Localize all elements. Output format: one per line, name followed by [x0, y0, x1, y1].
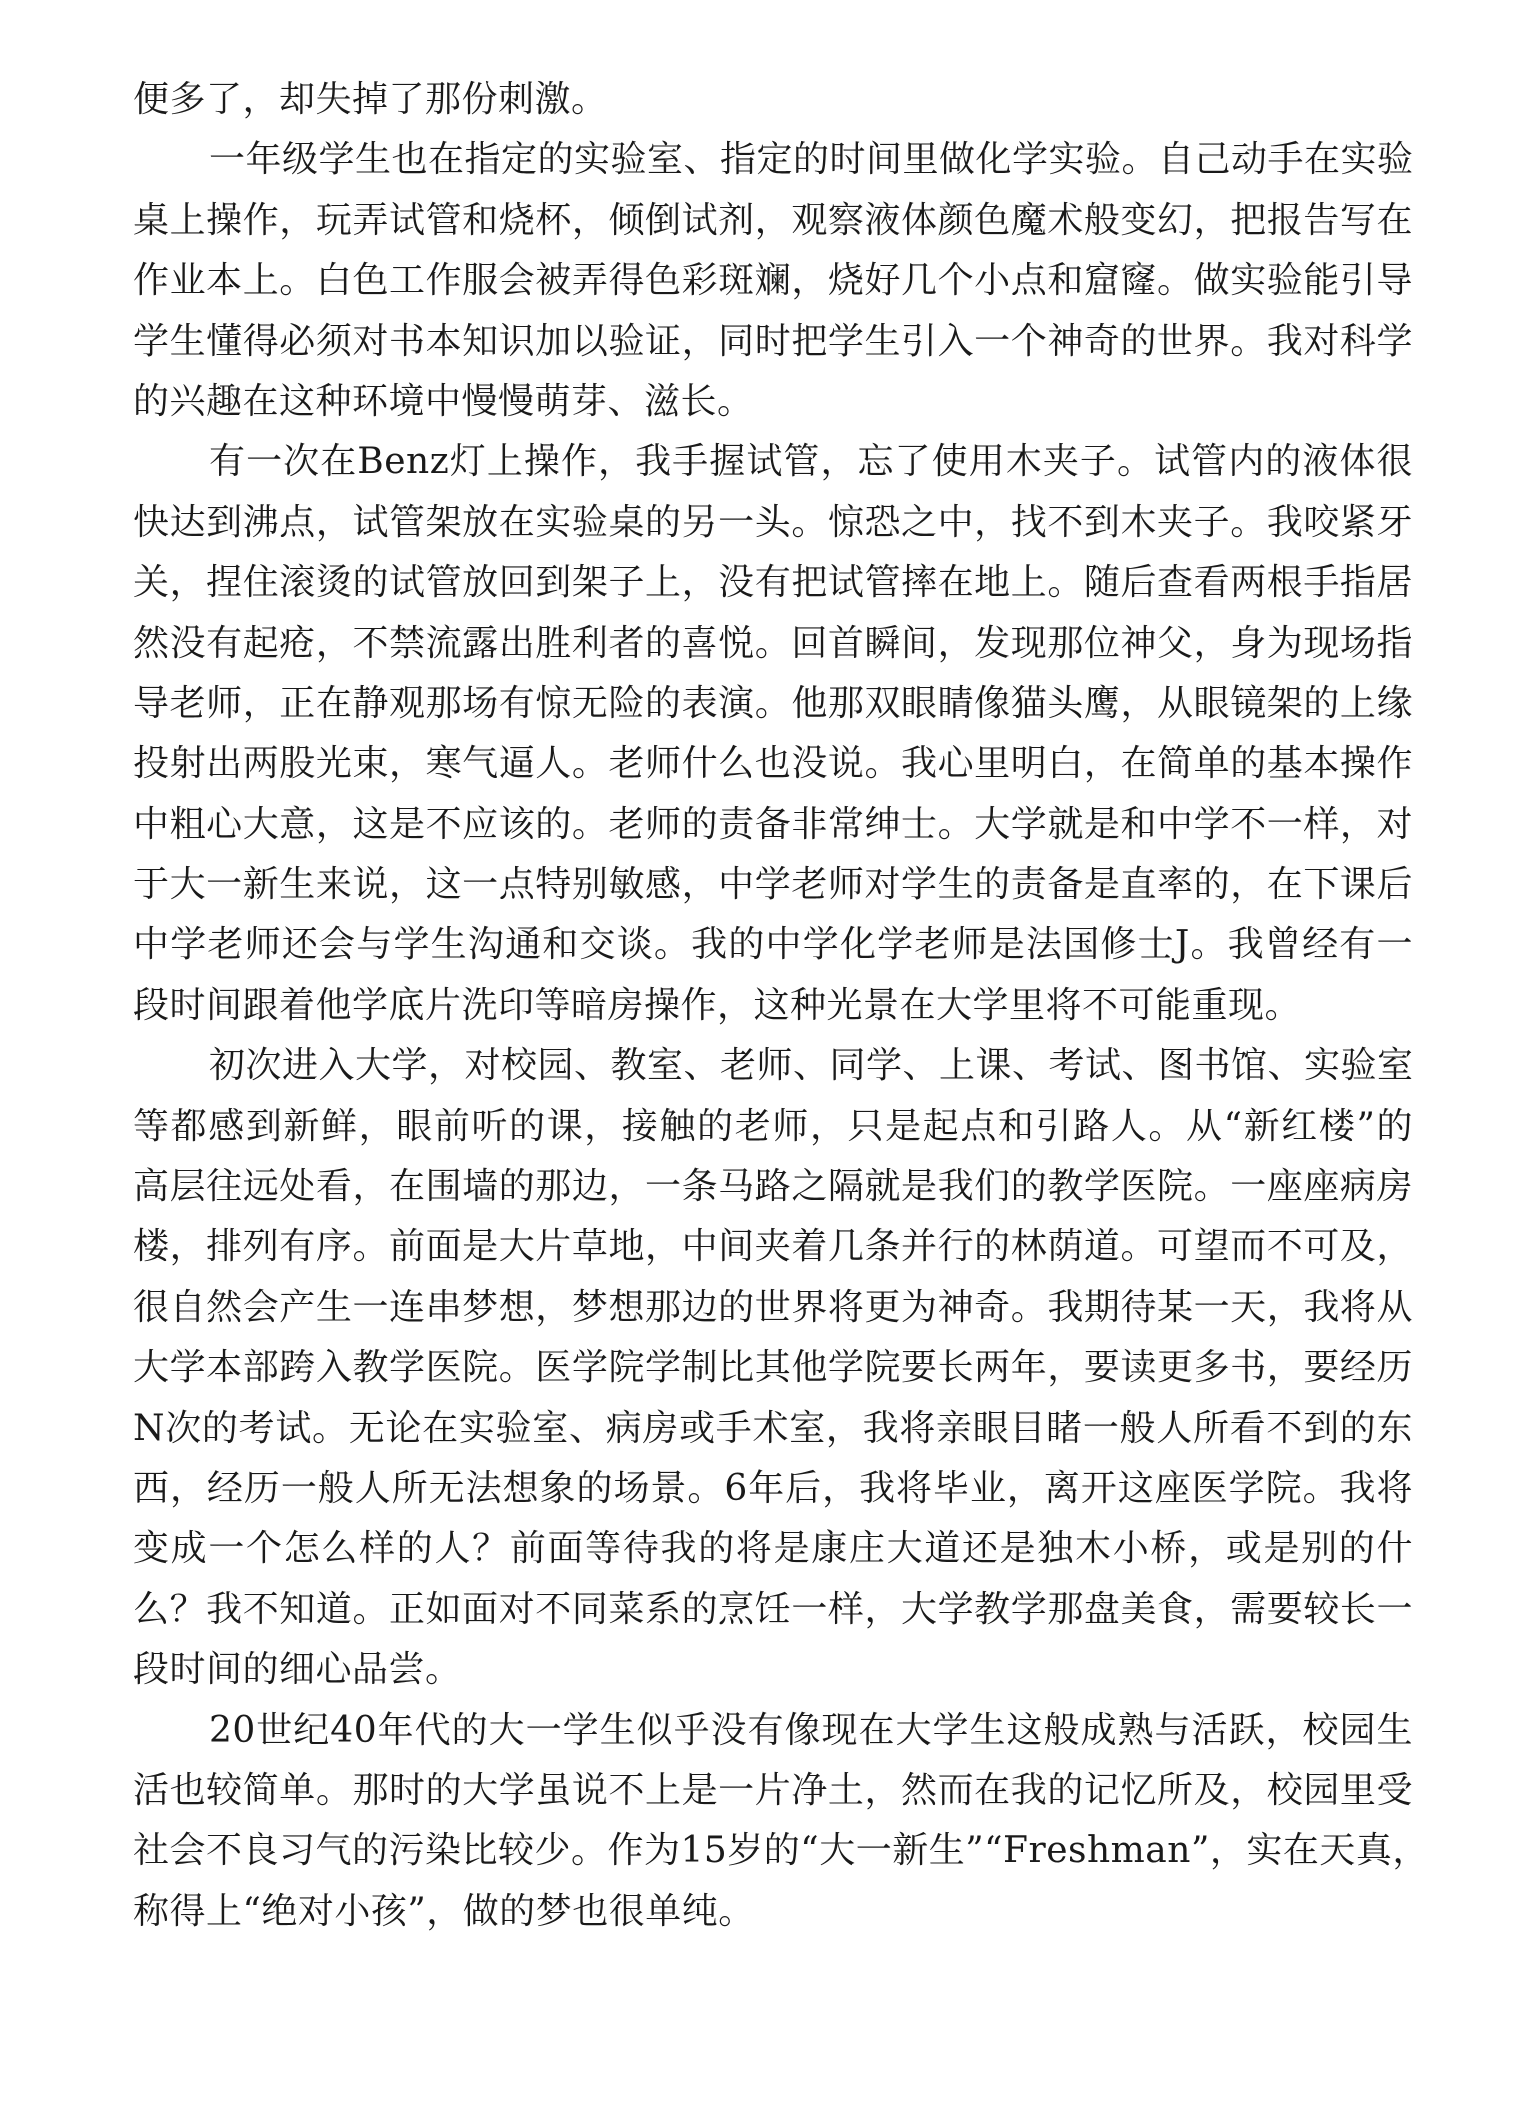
text-line: 桌上操作，玩弄试管和烧杯，倾倒试剂，观察液体颜色魔术般变幻，把报告写在	[133, 199, 1413, 241]
paragraph	[133, 70, 1413, 130]
text-line: 大学本部跨入教学医院。医学院学制比其他学院要长两年，要读更多书，要经历	[133, 1347, 1413, 1389]
paragraph	[133, 1701, 1429, 1943]
text-line: 于大一新生来说，这一点特别敏感，中学老师对学生的责备是直率的，在下课后	[133, 864, 1413, 906]
text-line: 的兴趣在这种环境中慢慢萌芽、滋长。	[133, 380, 754, 422]
text-line: 变成一个怎么样的人？前面等待我的将是康庄大道还是独木小桥，或是别的什	[133, 1528, 1413, 1570]
text-line: 社会不良习气的污染比较少。作为15岁的“大一新生”“Freshman”，实在天真，	[133, 1830, 1429, 1872]
text-line: 等都感到新鲜，眼前听的课，接触的老师，只是起点和引路人。从“新红楼”的	[133, 1105, 1413, 1147]
text-line: 楼，排列有序。前面是大片草地，中间夹着几条并行的林荫道。可望而不可及，	[133, 1226, 1413, 1268]
text-line: 作业本上。白色工作服会被弄得色彩斑斓，烧好几个小点和窟窿。做实验能引导	[133, 260, 1413, 302]
text-line: 便多了，却失掉了那份刺激。	[133, 79, 608, 120]
text-line: 段时间的细心品尝。	[133, 1649, 462, 1691]
paragraph	[133, 130, 1413, 432]
text-line: 活也较简单。那时的大学虽说不上是一片净土，然而在我的记忆所及，校园里受	[133, 1769, 1413, 1811]
text-line: 高层往远处看，在围墙的那边，一条马路之隔就是我们的教学医院。一座座病房	[133, 1166, 1413, 1208]
text-line: 20世纪40年代的大一学生似乎没有像现在大学生这般成熟与活跃，校园生	[209, 1709, 1413, 1751]
text-line: 初次进入大学，对校园、教室、老师、同学、上课、考试、图书馆、实验室	[209, 1045, 1414, 1087]
text-line: 学生懂得必须对书本知识加以验证，同时把学生引入一个神奇的世界。我对科学	[133, 320, 1413, 362]
text-line: 很自然会产生一连串梦想，梦想那边的世界将更为神奇。我期待某一天，我将从	[133, 1286, 1413, 1328]
text-line: 么？我不知道。正如面对不同菜系的烹饪一样，大学教学那盘美食，需要较长一	[133, 1588, 1413, 1630]
paragraph	[133, 432, 1413, 1036]
text-line: N次的考试。无论在实验室、病房或手术室，我将亲眼目睹一般人所看不到的东	[133, 1407, 1413, 1449]
text-line: 西，经历一般人所无法想象的场景。6年后，我将毕业，离开这座医学院。我将	[133, 1467, 1413, 1509]
text-line: 投射出两股光束，寒气逼人。老师什么也没说。我心里明白，在简单的基本操作	[133, 743, 1413, 785]
paragraph	[133, 1036, 1413, 1700]
text-line: 称得上“绝对小孩”，做的梦也很单纯。	[133, 1890, 755, 1932]
text-line: 段时间跟着他学底片洗印等暗房操作，这种光景在大学里将不可能重现。	[133, 984, 1302, 1026]
book-page	[133, 70, 1429, 1942]
text-line: 导老师，正在静观那场有惊无险的表演。他那双眼睛像猫头鹰，从眼镜架的上缘	[133, 682, 1413, 724]
text-line: 一年级学生也在指定的实验室、指定的时间里做化学实验。自己动手在实验	[209, 139, 1414, 181]
text-line: 中学老师还会与学生沟通和交谈。我的中学化学老师是法国修士J。我曾经有一	[133, 924, 1413, 966]
text-line: 有一次在Benz灯上操作，我手握试管，忘了使用木夹子。试管内的液体很	[209, 441, 1413, 483]
text-line: 快达到沸点，试管架放在实验桌的另一头。惊恐之中，找不到木夹子。我咬紧牙	[133, 501, 1413, 543]
text-line: 关，捏住滚烫的试管放回到架子上，没有把试管摔在地上。随后查看两根手指居	[133, 562, 1413, 604]
text-line: 然没有起疮，不禁流露出胜利者的喜悦。回首瞬间，发现那位神父，身为现场指	[133, 622, 1413, 664]
text-line: 中粗心大意，这是不应该的。老师的责备非常绅士。大学就是和中学不一样，对	[133, 803, 1413, 845]
